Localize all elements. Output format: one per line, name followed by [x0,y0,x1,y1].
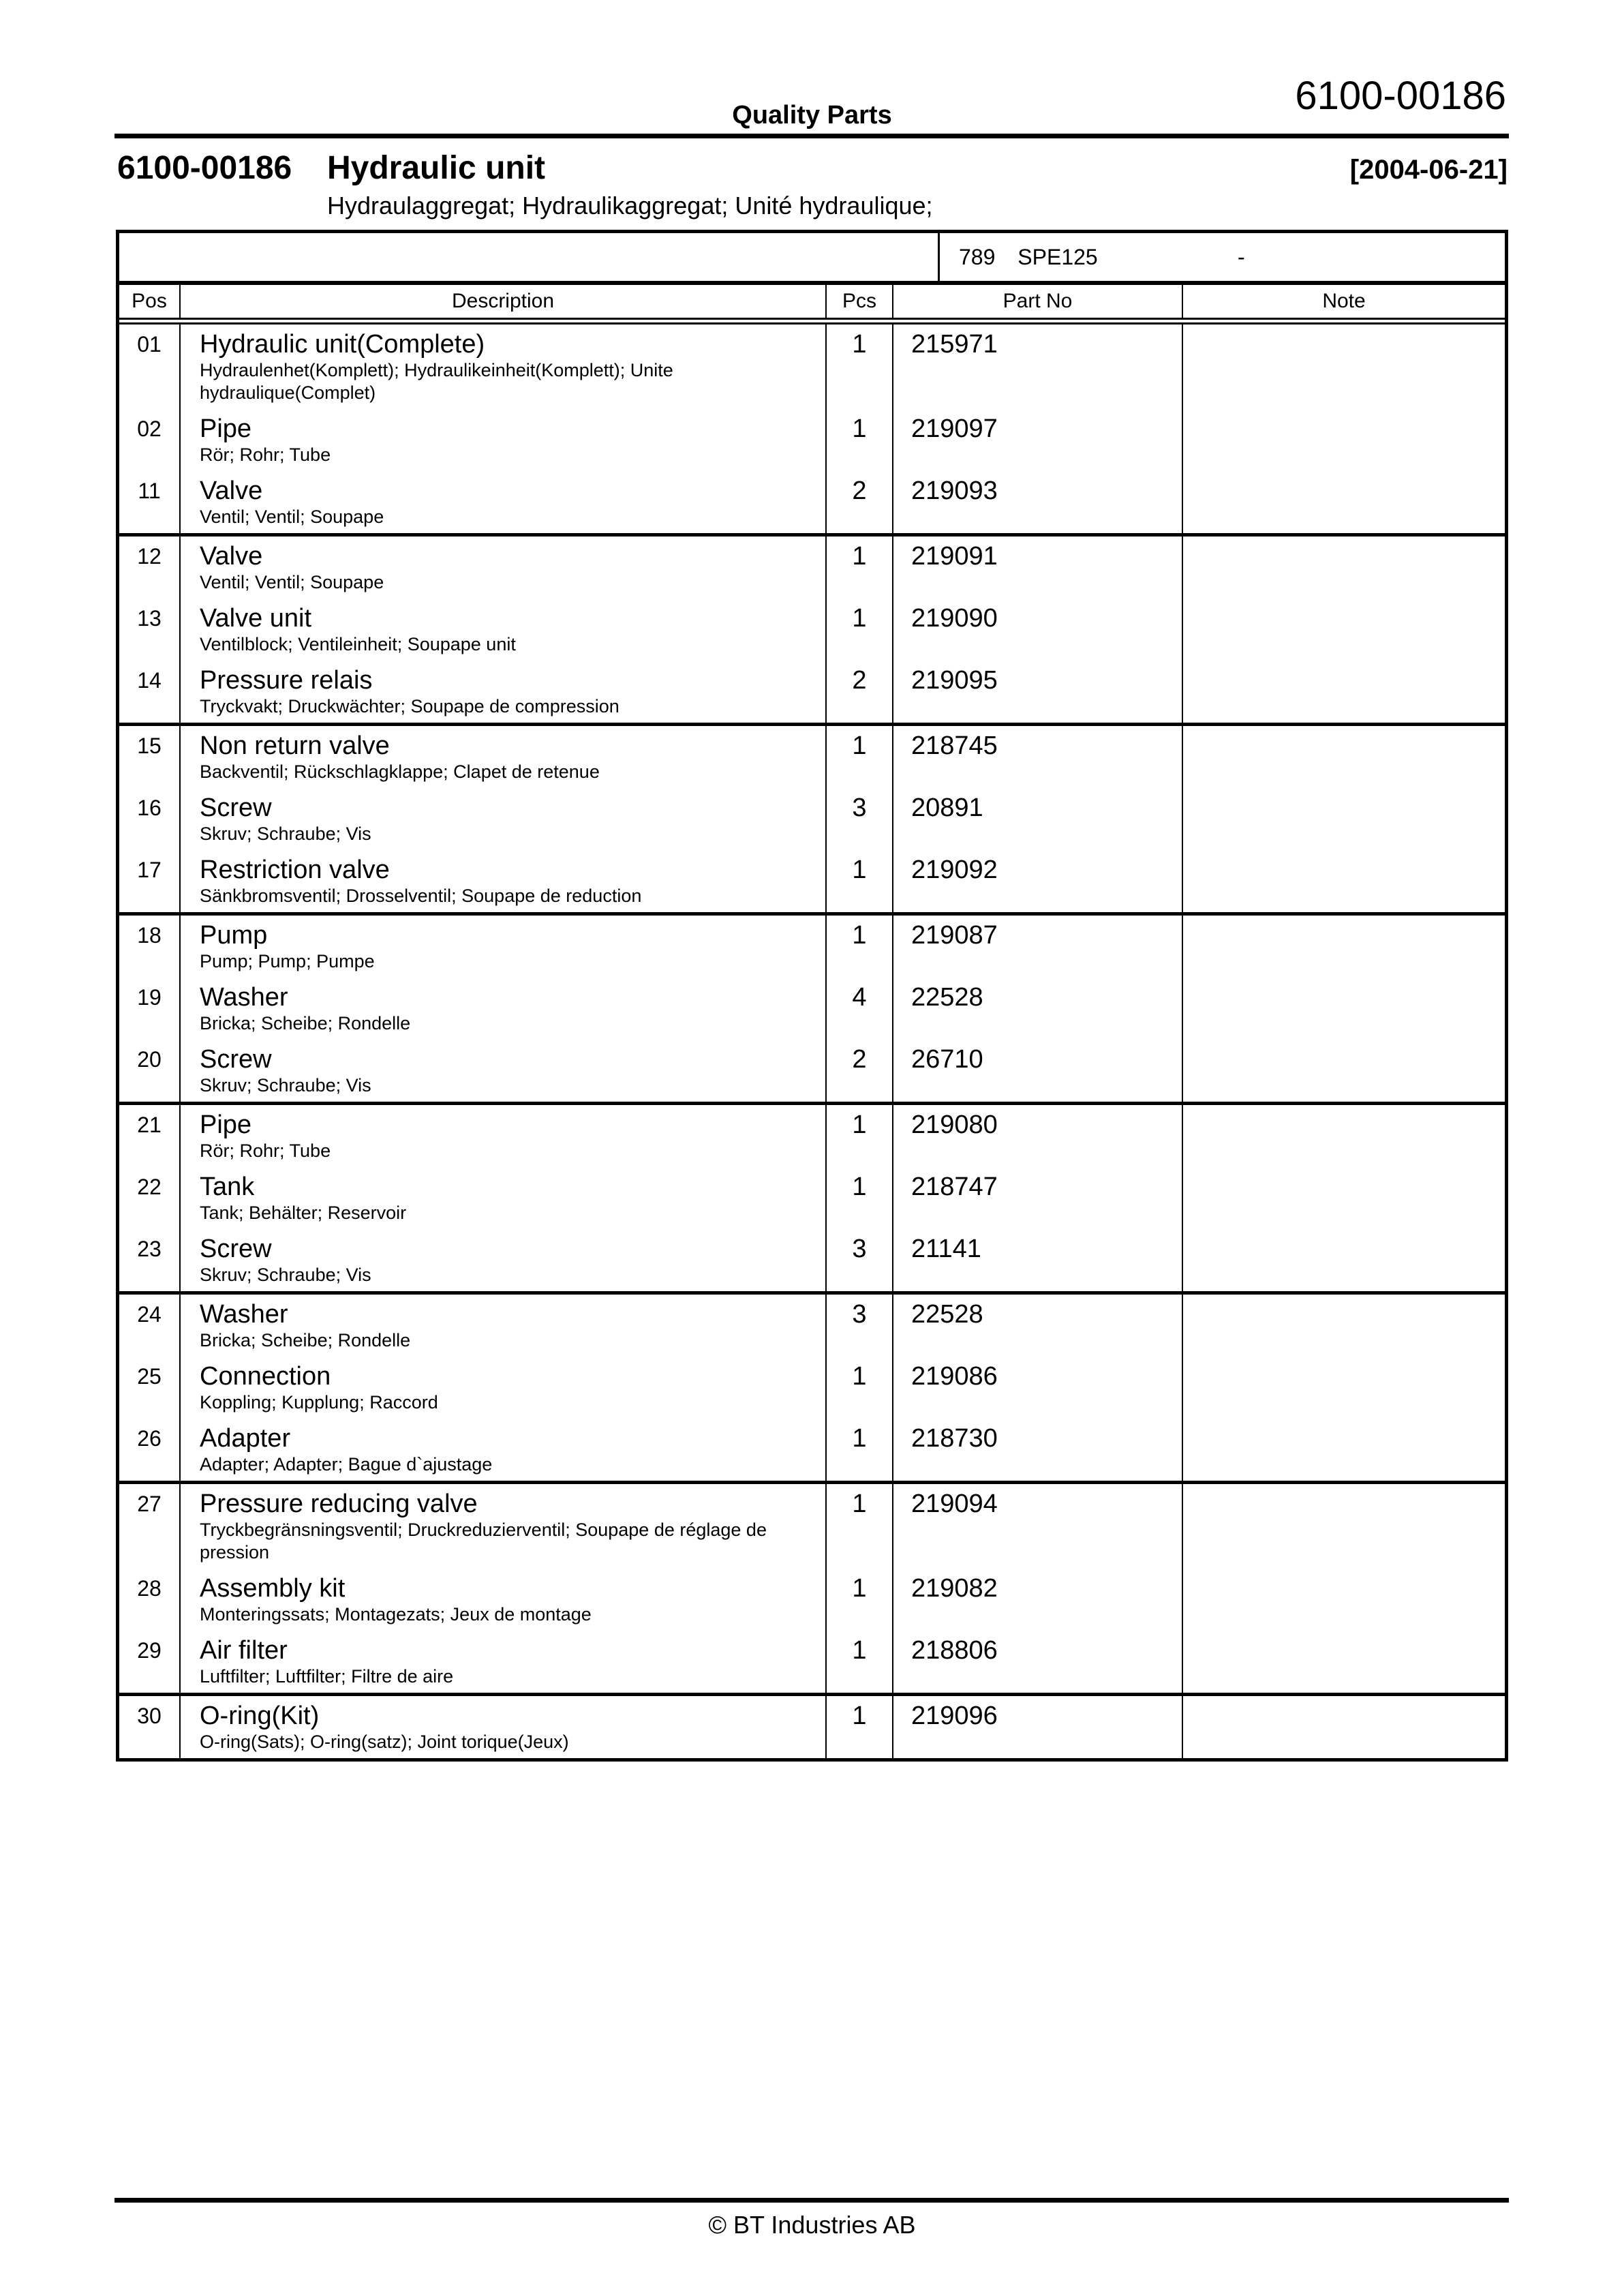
row-note [1183,1167,1505,1229]
row-description-translations: Tryckvakt; Druckwächter; Soupape de compression [200,696,619,716]
row-part-number: 219087 [893,916,1183,978]
row-note [1183,1569,1505,1631]
title-code: 6100-00186 [117,150,292,186]
row-part-number: 218745 [893,726,1183,788]
row-pcs: 2 [827,661,893,723]
row-pos: 29 [119,1631,181,1693]
row-description [181,726,827,788]
row-note [1183,1295,1505,1357]
row-part-number: 219086 [893,1357,1183,1419]
row-group [119,1102,1505,1291]
row-pos: 11 [119,471,181,533]
row-note [1183,850,1505,912]
row-note [1183,916,1505,978]
row-description [181,788,827,850]
row-description-translations: Skruv; Schraube; Vis [200,824,371,844]
row-pcs: 1 [827,726,893,788]
row-pcs: 1 [827,409,893,471]
row-pos: 21 [119,1105,181,1167]
row-description [181,1357,827,1419]
row-description-main: Assembly kit [200,1574,346,1603]
column-header-pcs: Pcs [827,285,893,318]
row-note [1183,978,1505,1040]
revision-date: [2004-06-21] [1349,155,1508,185]
row-note [1183,1105,1505,1167]
column-header-pos: Pos [119,285,181,318]
row-pos: 14 [119,661,181,723]
row-pcs: 1 [827,324,893,409]
row-description [181,1696,827,1758]
row-pos: 12 [119,537,181,599]
row-description-main: Non return valve [200,731,390,760]
row-description-main: Screw [200,1045,272,1074]
row-description-main: Washer [200,1300,288,1329]
table-row [119,471,1505,533]
row-description-main: Pipe [200,1111,252,1139]
table-row [119,1105,1505,1167]
row-description-main: Pipe [200,414,252,443]
row-pcs: 1 [827,1419,893,1481]
table-row [119,1295,1505,1357]
page-title: Hydraulic unit [327,150,546,186]
row-description [181,1484,827,1569]
row-pos: 26 [119,1419,181,1481]
row-part-number: 219095 [893,661,1183,723]
row-note [1183,537,1505,599]
row-description-main: Adapter [200,1424,291,1453]
row-part-number: 22528 [893,1295,1183,1357]
row-pcs: 3 [827,788,893,850]
row-group [119,324,1505,533]
document-number: 6100-00186 [1295,74,1506,118]
row-description [181,1419,827,1481]
header-double-rule [119,318,1505,324]
row-pos: 19 [119,978,181,1040]
model-header-cell [940,233,1505,281]
row-pcs: 4 [827,978,893,1040]
row-description-translations: O-ring(Sats); O-ring(satz); Joint torique(Jeux) [200,1732,569,1752]
row-pcs: 3 [827,1295,893,1357]
row-part-number: 219082 [893,1569,1183,1631]
row-description-translations: Sänkbromsventil; Drosselventil; Soupape de reduction [200,886,642,906]
row-pcs: 1 [827,1357,893,1419]
parts-table [116,230,1508,1762]
row-part-number: 219096 [893,1696,1183,1758]
row-note [1183,1631,1505,1693]
table-row [119,850,1505,912]
row-description-main: Valve unit [200,604,312,633]
title-translations: Hydraulaggregat; Hydraulikaggregat; Unité hydraulique; [327,192,933,220]
column-header-part-no: Part No [893,285,1183,318]
row-pcs: 1 [827,1105,893,1167]
row-description-translations: Tryckbegränsningsventil; Druckreduzierventil; Soupape de réglage de pression [200,1520,767,1562]
row-part-number: 219097 [893,409,1183,471]
table-row [119,1631,1505,1693]
row-description-main: Connection [200,1362,331,1391]
row-pcs: 1 [827,599,893,661]
row-description [181,1105,827,1167]
row-description-translations: Monteringssats; Montagezats; Jeux de montage [200,1604,592,1625]
row-pos: 22 [119,1167,181,1229]
row-group [119,912,1505,1102]
table-row [119,1040,1505,1102]
row-part-number: 26710 [893,1040,1183,1102]
row-description-translations: Backventil; Rückschlagklappe; Clapet de retenue [200,761,600,782]
row-description-translations: Ventil; Ventil; Soupape [200,507,384,527]
row-description [181,916,827,978]
row-group [119,723,1505,912]
row-description-translations: Koppling; Kupplung; Raccord [200,1392,438,1413]
row-pos: 02 [119,409,181,471]
table-row [119,1167,1505,1229]
row-description [181,324,827,409]
header-rule [114,134,1509,138]
row-part-number: 219090 [893,599,1183,661]
row-pcs: 1 [827,1631,893,1693]
row-part-number: 219091 [893,537,1183,599]
row-description-translations: Ventil; Ventil; Soupape [200,572,384,592]
row-part-number: 219093 [893,471,1183,533]
row-description-translations: Luftfilter; Luftfilter; Filtre de aire [200,1666,454,1687]
table-row [119,537,1505,599]
table-row [119,661,1505,723]
row-note [1183,409,1505,471]
row-description [181,1295,827,1357]
row-note [1183,324,1505,409]
row-description [181,1569,827,1631]
row-note [1183,1696,1505,1758]
row-description [181,1167,827,1229]
row-pcs: 2 [827,1040,893,1102]
row-description-main: O-ring(Kit) [200,1702,320,1730]
row-description-main: Restriction valve [200,856,390,884]
table-row [119,599,1505,661]
table-row [119,324,1505,409]
row-description-main: Tank [200,1173,255,1201]
row-description [181,409,827,471]
table-row [119,916,1505,978]
row-pos: 30 [119,1696,181,1758]
table-body [119,324,1505,1758]
row-pos: 23 [119,1229,181,1291]
row-part-number: 219092 [893,850,1183,912]
row-part-number: 20891 [893,788,1183,850]
row-description [181,850,827,912]
table-row [119,409,1505,471]
model-code: 789 [959,245,996,269]
row-description [181,471,827,533]
table-row [119,1229,1505,1291]
row-part-number: 22528 [893,978,1183,1040]
table-row [119,788,1505,850]
row-description [181,1229,827,1291]
row-pcs: 1 [827,1167,893,1229]
row-pos: 17 [119,850,181,912]
row-description-translations: Rör; Rohr; Tube [200,1141,331,1161]
row-pos: 01 [119,324,181,409]
row-part-number: 219080 [893,1105,1183,1167]
table-row [119,1357,1505,1419]
row-note [1183,1357,1505,1419]
row-pcs: 3 [827,1229,893,1291]
row-description [181,537,827,599]
row-description-main: Pump [200,921,268,950]
row-pcs: 1 [827,1569,893,1631]
column-header-note: Note [1322,290,1366,312]
row-pos: 25 [119,1357,181,1419]
row-description-translations: Hydraulenhet(Komplett); Hydraulikeinheit(Komplett); Unite hydraulique(Complet) [200,360,673,403]
row-description-main: Valve [200,542,263,571]
row-pcs: 1 [827,1696,893,1758]
row-part-number: 218806 [893,1631,1183,1693]
row-part-number: 21141 [893,1229,1183,1291]
column-header-description: Description [181,285,827,318]
row-pos: 13 [119,599,181,661]
row-description-main: Screw [200,1235,272,1263]
row-pos: 18 [119,916,181,978]
row-description-main: Screw [200,794,272,822]
row-description-main: Washer [200,983,288,1012]
row-group [119,1693,1505,1758]
row-pos: 20 [119,1040,181,1102]
row-description-main: Valve [200,477,263,505]
row-description-translations: Tank; Behälter; Reservoir [200,1203,407,1223]
row-part-number: 219094 [893,1484,1183,1569]
row-description-main: Pressure reducing valve [200,1490,478,1518]
row-note [1183,1484,1505,1569]
row-description-main: Hydraulic unit(Complete) [200,330,485,359]
row-note [1183,471,1505,533]
model-variant: - [1238,245,1245,269]
row-description-translations: Ventilblock; Ventileinheit; Soupape unit [200,634,516,654]
row-note [1183,788,1505,850]
row-pos: 16 [119,788,181,850]
table-row [119,978,1505,1040]
row-description [181,661,827,723]
row-description [181,978,827,1040]
row-description-translations: Skruv; Schraube; Vis [200,1075,371,1096]
row-pcs: 1 [827,850,893,912]
row-note [1183,661,1505,723]
table-row [119,1484,1505,1569]
row-group [119,533,1505,723]
row-group [119,1291,1505,1481]
row-description-translations: Adapter; Adapter; Bague d`ajustage [200,1454,493,1475]
row-pos: 27 [119,1484,181,1569]
title-row [117,149,1508,187]
row-note [1183,1419,1505,1481]
row-note [1183,726,1505,788]
row-description-translations: Bricka; Scheibe; Rondelle [200,1330,411,1350]
model-header-row [119,233,1505,285]
row-pos: 24 [119,1295,181,1357]
column-header-row [119,285,1505,318]
model-header-empty-cell [119,233,940,281]
header-center-label: Quality Parts [732,101,892,130]
row-pcs: 1 [827,916,893,978]
row-pcs: 1 [827,537,893,599]
row-pos: 28 [119,1569,181,1631]
row-description [181,599,827,661]
row-description-translations: Pump; Pump; Pumpe [200,951,375,971]
row-pcs: 1 [827,1484,893,1569]
footer-rule [114,2198,1509,2203]
row-description-translations: Skruv; Schraube; Vis [200,1265,371,1285]
row-description-translations: Rör; Rohr; Tube [200,444,331,465]
model-name: SPE125 [1017,245,1098,269]
table-row [119,1696,1505,1758]
row-part-number: 215971 [893,324,1183,409]
table-row [119,726,1505,788]
footer-copyright: © BT Industries AB [708,2211,916,2239]
row-pos: 15 [119,726,181,788]
row-part-number: 218747 [893,1167,1183,1229]
row-group [119,1481,1505,1693]
row-note [1183,1229,1505,1291]
row-pcs: 2 [827,471,893,533]
row-description-main: Air filter [200,1636,288,1665]
table-row [119,1569,1505,1631]
row-note [1183,599,1505,661]
row-description [181,1631,827,1693]
row-description-translations: Bricka; Scheibe; Rondelle [200,1013,411,1033]
row-description [181,1040,827,1102]
row-note [1183,1040,1505,1102]
table-row [119,1419,1505,1481]
row-part-number: 218730 [893,1419,1183,1481]
row-description-main: Pressure relais [200,666,373,695]
